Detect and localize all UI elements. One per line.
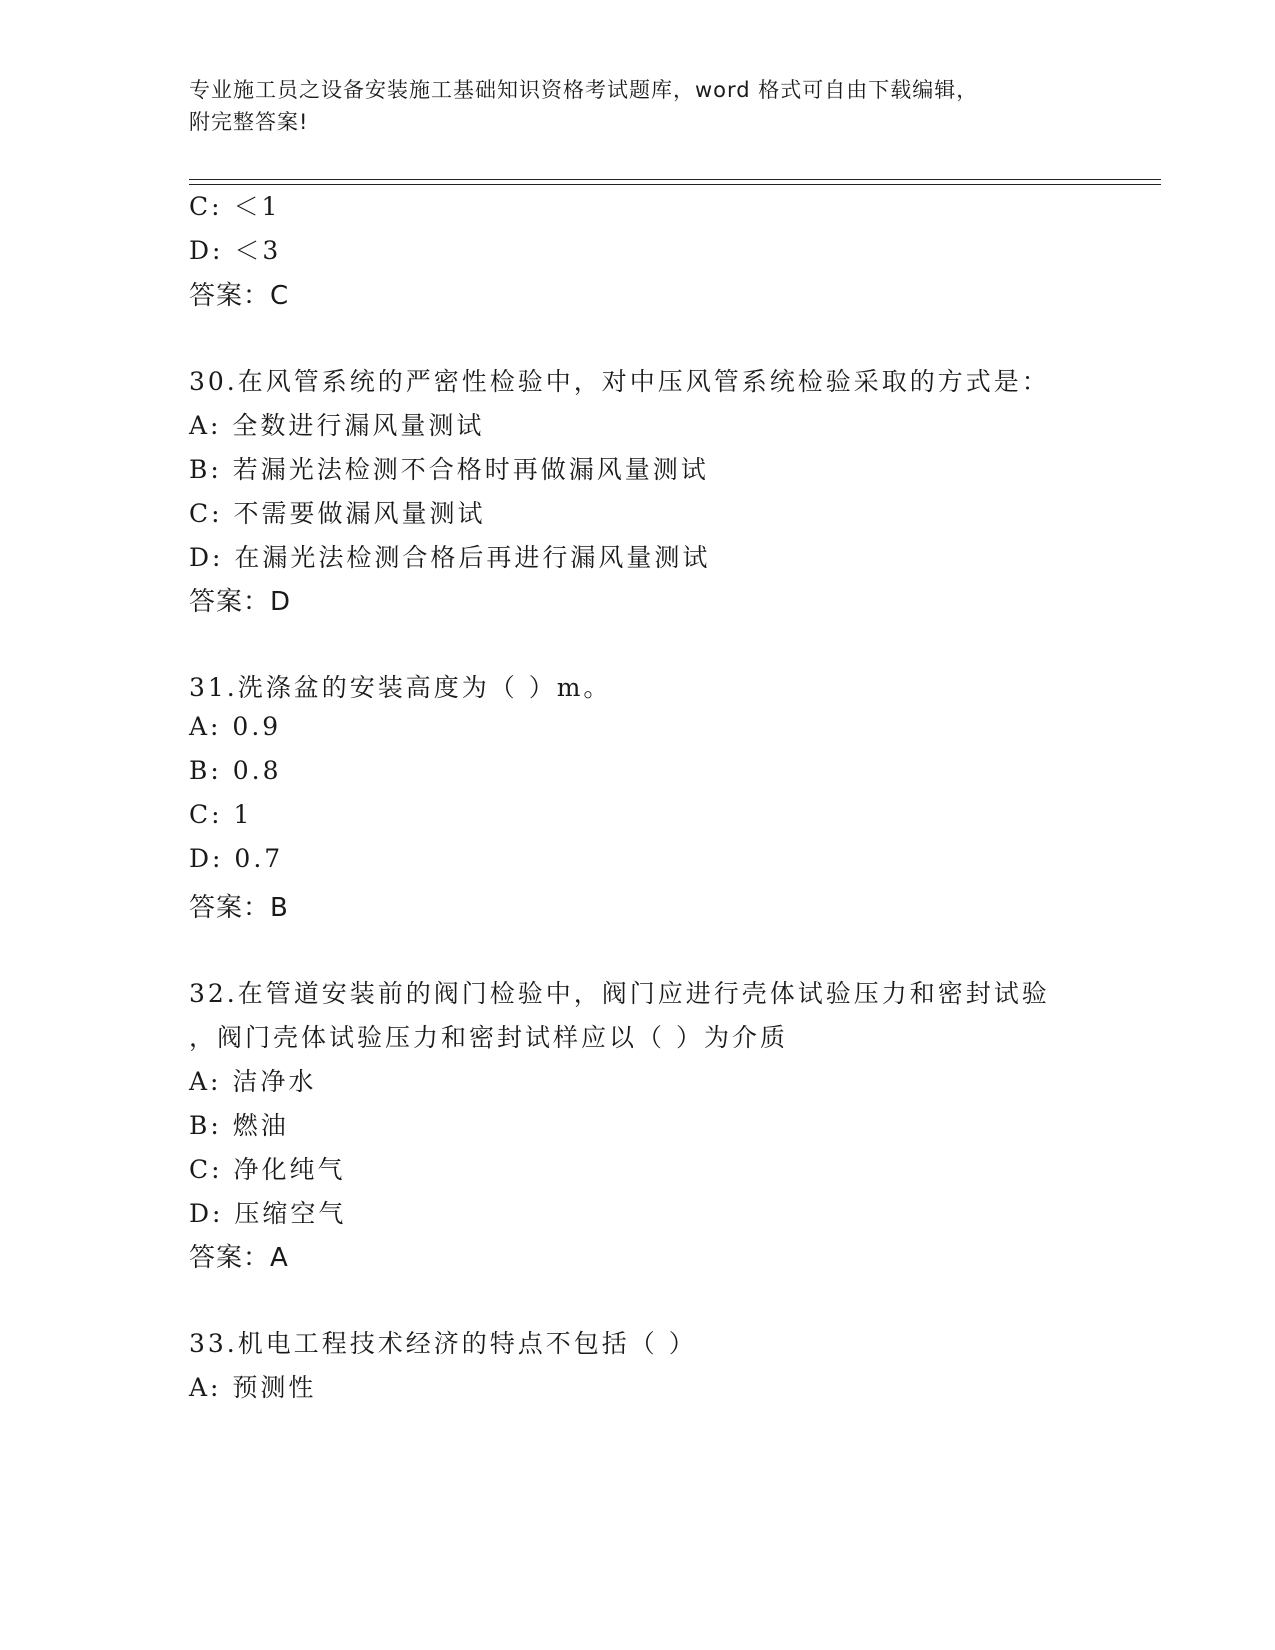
option-b: B: 若漏光法检测不合格时再做漏风量测试 — [189, 455, 709, 484]
answer: 答案：C — [189, 281, 290, 311]
option-d: D: 在漏光法检测合格后再进行漏风量测试 — [189, 543, 711, 572]
answer: 答案：B — [189, 893, 289, 923]
answer: 答案：D — [189, 587, 292, 617]
option-d: D: ＜3 — [189, 236, 282, 265]
question-stem-line-2: ，阀门壳体试验压力和密封试样应以（ ）为介质 — [189, 1023, 788, 1052]
option-a: A: 预测性 — [189, 1373, 317, 1402]
question-stem: 31.洗涤盆的安装高度为（ ）m。 — [189, 673, 612, 702]
page-header — [189, 74, 1089, 138]
header-title-line-1: 专业施工员之设备安装施工基础知识资格考试题库，word 格式可自由下载编辑， — [189, 78, 979, 102]
option-c: C: 净化纯气 — [189, 1155, 346, 1184]
question-stem-line-1: 32.在管道安装前的阀门检验中，阀门应进行壳体试验压力和密封试验 — [189, 979, 1050, 1008]
option-c: C: 不需要做漏风量测试 — [189, 499, 486, 528]
question-stem: 30.在风管系统的严密性检验中，对中压风管系统检验采取的方式是： — [189, 367, 1050, 396]
header-divider-top — [189, 179, 1161, 180]
option-a: A: 0.9 — [189, 712, 282, 741]
header-divider-bottom — [189, 184, 1161, 185]
option-c: C: ＜1 — [189, 192, 281, 221]
option-a: A: 洁净水 — [189, 1067, 317, 1096]
option-d: D: 0.7 — [189, 844, 284, 873]
header-title-line-2: 附完整答案! — [189, 110, 309, 134]
option-b: B: 0.8 — [189, 756, 282, 785]
option-b: B: 燃油 — [189, 1111, 289, 1140]
option-c: C: 1 — [189, 800, 253, 829]
option-a: A: 全数进行漏风量测试 — [189, 411, 485, 440]
option-d: D: 压缩空气 — [189, 1199, 347, 1228]
answer: 答案：A — [189, 1243, 289, 1273]
question-stem: 33.机电工程技术经济的特点不包括（ ） — [189, 1329, 697, 1358]
